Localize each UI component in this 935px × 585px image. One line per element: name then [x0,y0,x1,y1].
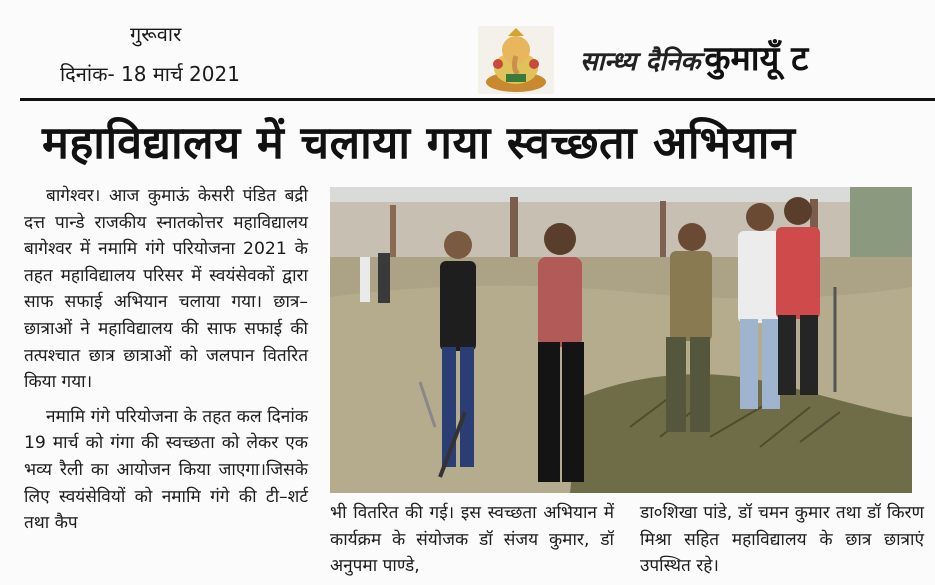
header-rule [20,98,935,101]
issue-day: गुरूवार [130,22,182,46]
masthead-prefix: सान्ध्य दैनिक [580,47,701,77]
article-paragraph: डा०शिखा पांडे, डॉ चमन कुमार तथा डॉ किरण मिश्रा सहित महाविद्यालय के छात्र छात्राएं उपस्थित रहे। [640,503,924,577]
article-column-middle [330,500,614,580]
ganesha-logo-icon [478,26,554,94]
article-column-left [24,183,308,537]
article-paragraph: नमामि गंगे परियोजना के तहत कल दिनांक 19 मार्च को गंगा की स्वच्छता को लेकर एक भव्य रैली का आयोजन किया जाएगा।जिसके लिए स्वयंसेवियों को नमामि गंगे की टी–शर्ट तथा कैप [24,406,308,534]
article-headline: महाविद्यालय में चलाया गया स्वच्छता अभियान [42,116,796,169]
masthead [580,34,808,80]
article-paragraph: भी वितरित की गई। इस स्वच्छता अभियान में कार्यक्रम के संयोजक डॉ संजय कुमार, डॉ अनुपमा पाण्डे, [330,503,614,577]
masthead-name: कुमायूँ ट [704,39,809,79]
article-column-right [640,500,924,580]
news-photo [330,187,912,493]
cleanup-scene [330,187,912,493]
issue-date: दिनांक- 18 मार्च 2021 [60,62,240,86]
article-paragraph: बागेश्वर। आज कुमाऊं केसरी पंडित बद्री दत्त पान्डे राजकीय स्नातकोत्तर महाविद्यालय बागेश्वर में नमामि गंगे परियोजना 2021 के तहत महाविद्यालय परिसर में स्वयंसेवकों द्वारा साफ सफाई अभियान चलाया गया। छात्र–छात्राओं ने महाविद्यालय की साफ सफाई की तत्पश्चात छात्र छात्राओं को जलपान वितरित किया गया। [24,186,308,393]
